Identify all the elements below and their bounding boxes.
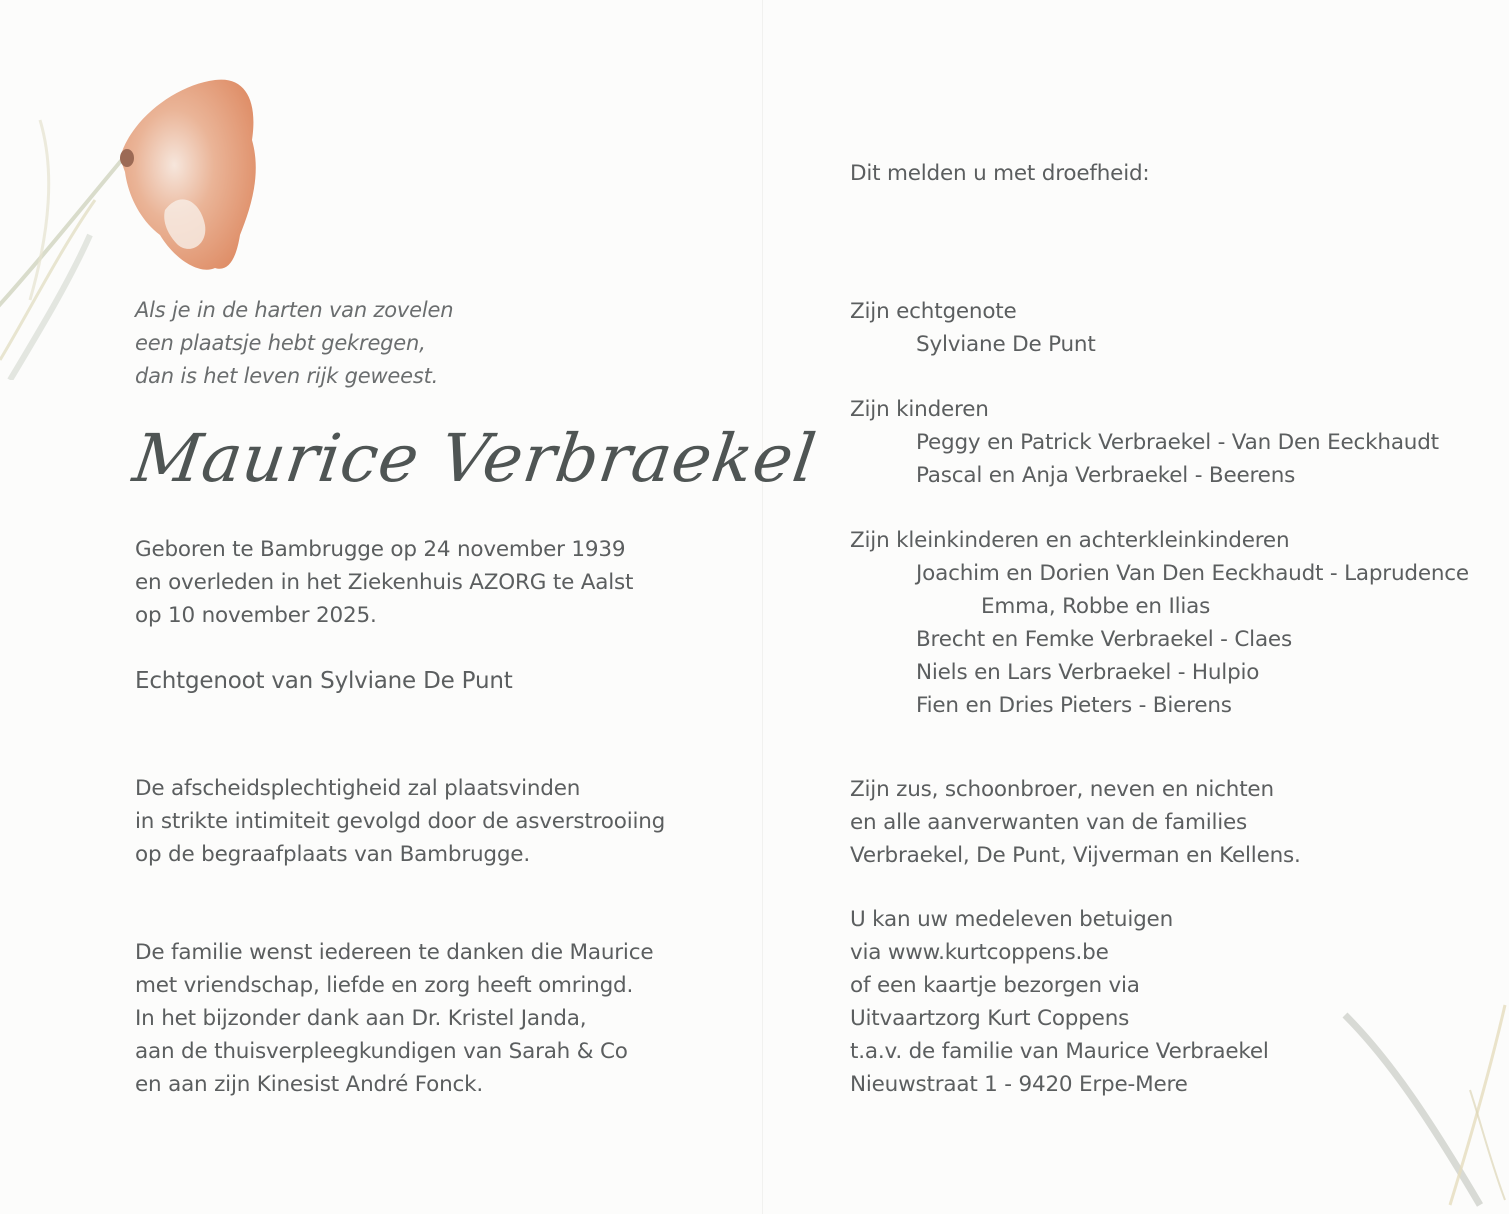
spouse-section [850, 295, 1096, 361]
info-line: Uitvaartzorg Kurt Coppens [850, 1006, 1130, 1031]
poem-line: dan is het leven rijk geweest. [135, 364, 439, 388]
thanks-message [135, 936, 653, 1101]
family-member: Emma, Robbe en Ilias [981, 594, 1211, 619]
family-member: Pascal en Anja Verbraekel - Beerens [916, 463, 1296, 488]
card-fold [762, 0, 763, 1214]
family-member: Brecht en Femke Verbraekel - Claes [916, 627, 1292, 652]
family-member: Fien en Dries Pieters - Bierens [916, 693, 1232, 718]
info-line: en overleden in het Ziekenhuis AZORG te Aalst [135, 570, 634, 595]
grass-leaf-illustration [1330, 1000, 1509, 1214]
info-line: aan de thuisverpleegkundigen van Sarah & Co [135, 1039, 628, 1064]
info-line: met vriendschap, liefde en zorg heeft omringd. [135, 973, 634, 998]
section-heading: Zijn kleinkinderen en achterkleinkinderen [850, 528, 1290, 553]
info-line: De afscheidsplechtigheid zal plaatsvinden [135, 776, 581, 801]
memorial-poem [135, 294, 453, 393]
info-line: t.a.v. de familie van Maurice Verbraekel [850, 1039, 1269, 1064]
info-line: op 10 november 2025. [135, 603, 377, 628]
info-line: In het bijzonder dank aan Dr. Kristel Janda, [135, 1006, 587, 1031]
grandchildren-section [850, 524, 1469, 722]
address-line: Nieuwstraat 1 - 9420 Erpe-Mere [850, 1072, 1188, 1097]
info-line: U kan uw medeleven betuigen [850, 907, 1173, 932]
info-line: Verbraekel, De Punt, Vijverman en Kellens. [850, 843, 1301, 868]
family-member: Sylviane De Punt [916, 332, 1096, 357]
contact-info [850, 903, 1269, 1101]
website-link: via www.kurtcoppens.be [850, 940, 1109, 965]
spouse-line: Echtgenoot van Sylviane De Punt [135, 668, 513, 694]
family-member: Joachim en Dorien Van Den Eeckhaudt - Laprudence [916, 561, 1469, 586]
poem-line: Als je in de harten van zovelen [135, 298, 454, 322]
relatives-section [850, 773, 1301, 872]
info-line: De familie wenst iedereen te danken die Maurice [135, 940, 654, 965]
family-member: Peggy en Patrick Verbraekel - Van Den Eeckhaudt [916, 430, 1439, 455]
info-line: in strikte intimiteit gevolgd door de asverstrooiing [135, 809, 666, 834]
ceremony-info [135, 772, 665, 871]
family-member: Niels en Lars Verbraekel - Hulpio [916, 660, 1260, 685]
info-line: en alle aanverwanten van de families [850, 810, 1248, 835]
section-heading: Zijn echtgenote [850, 299, 1017, 324]
deceased-name: Maurice Verbraekel [128, 420, 822, 497]
info-line: Geboren te Bambrugge op 24 november 1939 [135, 537, 626, 562]
announcement-intro: Dit melden u met droefheid: [850, 161, 1150, 186]
section-heading: Zijn kinderen [850, 397, 989, 422]
birth-death-info [135, 533, 633, 632]
children-section [850, 393, 1439, 492]
info-line: of een kaartje bezorgen via [850, 973, 1140, 998]
poem-line: een plaatsje hebt gekregen, [135, 331, 426, 355]
info-line: Zijn zus, schoonbroer, neven en nichten [850, 777, 1274, 802]
info-line: op de begraafplaats van Bambrugge. [135, 842, 530, 867]
info-line: en aan zijn Kinesist André Fonck. [135, 1072, 484, 1097]
